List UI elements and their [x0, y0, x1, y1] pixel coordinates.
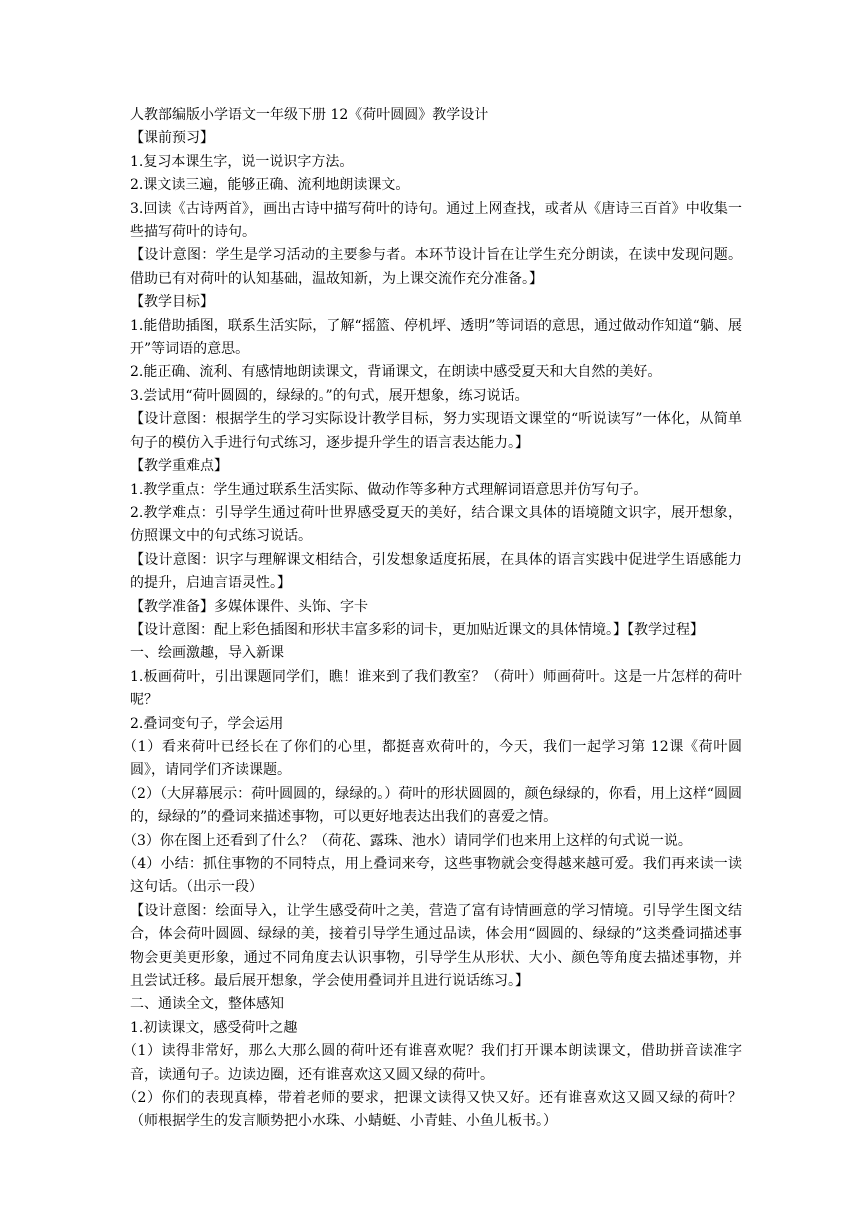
- design-intent-note: 【设计意图：配上彩色插图和形状丰富多彩的词卡，更加贴近课文的具体情境。】【教学过程】: [130, 621, 704, 638]
- section-heading-key-points: 【教学重难点】: [130, 458, 228, 475]
- section-heading-preview: 【课前预习】: [130, 130, 214, 147]
- preview-item: 2.课文读三遍，能够正确、流利地朗读课文。: [130, 177, 410, 194]
- design-intent-note: 【设计意图：学生是学习活动的主要参与者。本环节设计旨在让学生充分朗读，在读中发现问题。借助已有对荷叶的认知基础，温故知新，为上课交流作充分准备。】: [130, 247, 742, 287]
- process-step-heading: 一、绘画激趣，导入新课: [130, 645, 284, 662]
- section-heading-objectives: 【教学目标】: [130, 294, 214, 311]
- design-intent-note: 【设计意图：识字与理解课文相结合，引发想象适度拓展，在具体的语言实践中促进学生语感能力的提升，启迪言语灵性。】: [130, 551, 742, 592]
- key-point-item: 2.教学难点：引导学生通过荷叶世界感受夏天的美好，结合课文具体的语境随文识字，展开想象，仿照课文中的句式练习说话。: [130, 504, 742, 545]
- preview-item: 3.回读《古诗两首》，画出古诗中描写荷叶的诗句。通过上网查找，或者从《唐诗三百首》中收集一些描写荷叶的诗句。: [130, 200, 742, 241]
- process-item: 1.初读课文，感受荷叶之趣: [130, 1019, 298, 1036]
- process-subitem: （2）你们的表现真棒，带着老师的要求，把课文读得又快又好。还有谁喜欢这又圆又绿的荷叶？（师根据学生的发言顺势把小水珠、小蜻蜓、小青蛙、小鱼儿板书。）: [123, 1090, 742, 1130]
- process-subitem: （1）读得非常好，那么大那么圆的荷叶还有谁喜欢呢？我们打开课本朗读课文，借助拼音读准字音，读通句子。边读边圈，还有谁喜欢这又圆又绿的荷叶。: [123, 1043, 742, 1083]
- process-subitem: （4）小结：抓住事物的不同特点，用上叠词来夸，这些事物就会变得越来越可爱。我们再来读一读这句话。（出示一段）: [123, 856, 742, 896]
- objective-item: 3.尝试用“荷叶圆圆的，绿绿的。”的句式，展开想象，练习说话。: [130, 387, 529, 404]
- preparation-line: 【教学准备】多媒体课件、头饰、字卡: [130, 598, 368, 615]
- document-title: 人教部编版小学语文一年级下册 12《荷叶圆圆》教学设计: [130, 107, 489, 123]
- process-subitem: （2）（大屏幕展示：荷叶圆圆的，绿绿的。）荷叶的形状圆圆的，颜色绿绿的，你看，用上这样“圆圆的，绿绿的”的叠词来描述事物，可以更好地表达出我们的喜爱之情。: [123, 785, 742, 826]
- process-step-heading: 二、通读全文，整体感知: [130, 996, 284, 1013]
- process-item: 2.叠词变句子，学会运用: [130, 715, 284, 732]
- preview-item: 1.复习本课生字，说一说识字方法。: [130, 153, 354, 170]
- process-subitem: （3）你在图上还看到了什么？（荷花、露珠、池水）请同学们也来用上这样的句式说一说。: [123, 832, 692, 849]
- key-point-item: 1.教学重点：学生通过联系生活实际、做动作等多种方式理解词语意思并仿写句子。: [130, 481, 648, 498]
- document-page: [123, 104, 742, 1134]
- objective-item: 1.能借助插图，联系生活实际，了解“摇篮、停机坪、透明”等词语的意思，通过做动作知道“躺、展开”等词语的意思。: [130, 317, 742, 358]
- design-intent-note: 【设计意图：绘面导入，让学生感受荷叶之美，营造了富有诗情画意的学习情境。引导学生图文结合，体会荷叶圆圆、绿绿的美，接着引导学生通过品读，体会用“圆圆的、绿绿的”这类叠词描述事物会更美更形象，通过不同角度去认识事物，引导学生从形状、大小、颜色等角度去描述事物，并且尝试迁移。最后展开想象，学会使用叠词并且进行说话练习。】: [130, 902, 742, 990]
- process-item: 1.板画荷叶，引出课题同学们，瞧！谁来到了我们教室？（荷叶）师画荷叶。这是一片怎样的荷叶呢？: [130, 668, 742, 709]
- process-subitem: （1）看来荷叶已经长在了你们的心里，都挺喜欢荷叶的，今天，我们一起学习第 12课《荷叶圆圆》，请同学们齐读课题。: [123, 738, 742, 779]
- design-intent-note: 【设计意图：根据学生的学习实际设计教学目标，努力实现语文课堂的“听说读写”一体化，从简单句子的模仿入手进行句式练习，逐步提升学生的语言表达能力。】: [130, 411, 742, 451]
- objective-item: 2.能正确、流利、有感情地朗读课文，背诵课文，在朗读中感受夏天和大自然的美好。: [130, 364, 662, 381]
